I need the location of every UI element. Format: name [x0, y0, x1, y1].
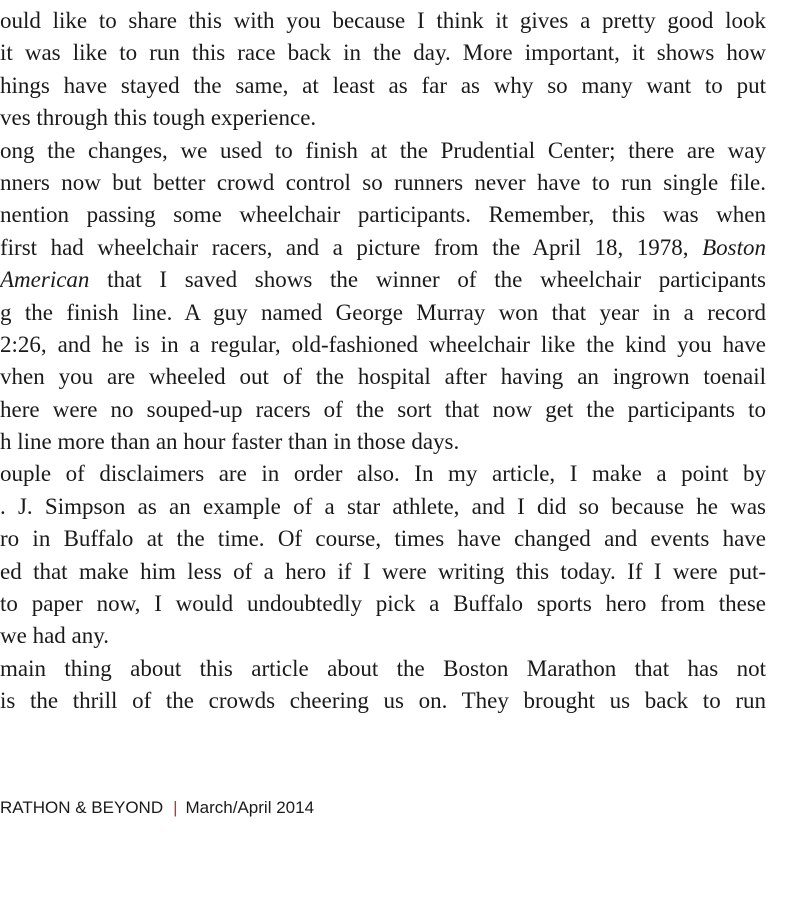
article-line: h line more than an hour faster than in those days. — [0, 429, 460, 455]
article-line: 2:26, and he is in a regular, old-fashioned wheelchair like the kind you have — [0, 331, 766, 357]
article-body — [0, 5, 785, 718]
publication-name: RATHON & BEYOND — [0, 798, 164, 817]
page-footer — [0, 797, 314, 819]
article-line: it was like to run this race back in the day. More important, it shows how — [0, 40, 766, 66]
article-line: hings have stayed the same, at least as far as why so many want to put — [0, 72, 766, 98]
article-line: to paper now, I would undoubtedly pick a Buffalo sports hero from these — [0, 591, 766, 617]
article-line: American that I saved shows the winner of the wheelchair participants — [0, 267, 766, 293]
article-line: ouple of disclaimers are in order also. In my article, I make a point by — [0, 461, 766, 487]
article-line: . J. Simpson as an example of a star athlete, and I did so because he was — [0, 493, 766, 519]
article-line: is the thrill of the crowds cheering us on. They brought us back to run — [0, 688, 766, 714]
issue-date: March/April 2014 — [185, 798, 315, 817]
footer-separator: | — [173, 798, 178, 817]
article-line: main thing about this article about the Boston Marathon that has not — [0, 655, 766, 681]
article-line: ed that make him less of a hero if I were writing this today. If I were put- — [0, 558, 766, 584]
article-line: ould like to share this with you because I think it gives a pretty good look — [0, 8, 766, 33]
article-line: ong the changes, we used to finish at the Prudential Center; there are way — [0, 137, 766, 163]
article-line: ves through this tough experience. — [0, 105, 317, 131]
article-line: here were no souped-up racers of the sort that now get the participants to — [0, 396, 766, 422]
article-line: ro in Buffalo at the time. Of course, times have changed and events have — [0, 526, 766, 552]
article-line: vhen you are wheeled out of the hospital after having an ingrown toenail — [0, 364, 766, 390]
article-line: nners now but better crowd control so runners never have to run single file. — [0, 169, 766, 195]
article-line: g the finish line. A guy named George Murray won that year in a record — [0, 299, 766, 325]
article-line: we had any. — [0, 623, 109, 649]
article-line: first had wheelchair racers, and a picture from the April 18, 1978, Boston — [0, 234, 766, 260]
article-line: nention passing some wheelchair participants. Remember, this was when — [0, 202, 766, 228]
